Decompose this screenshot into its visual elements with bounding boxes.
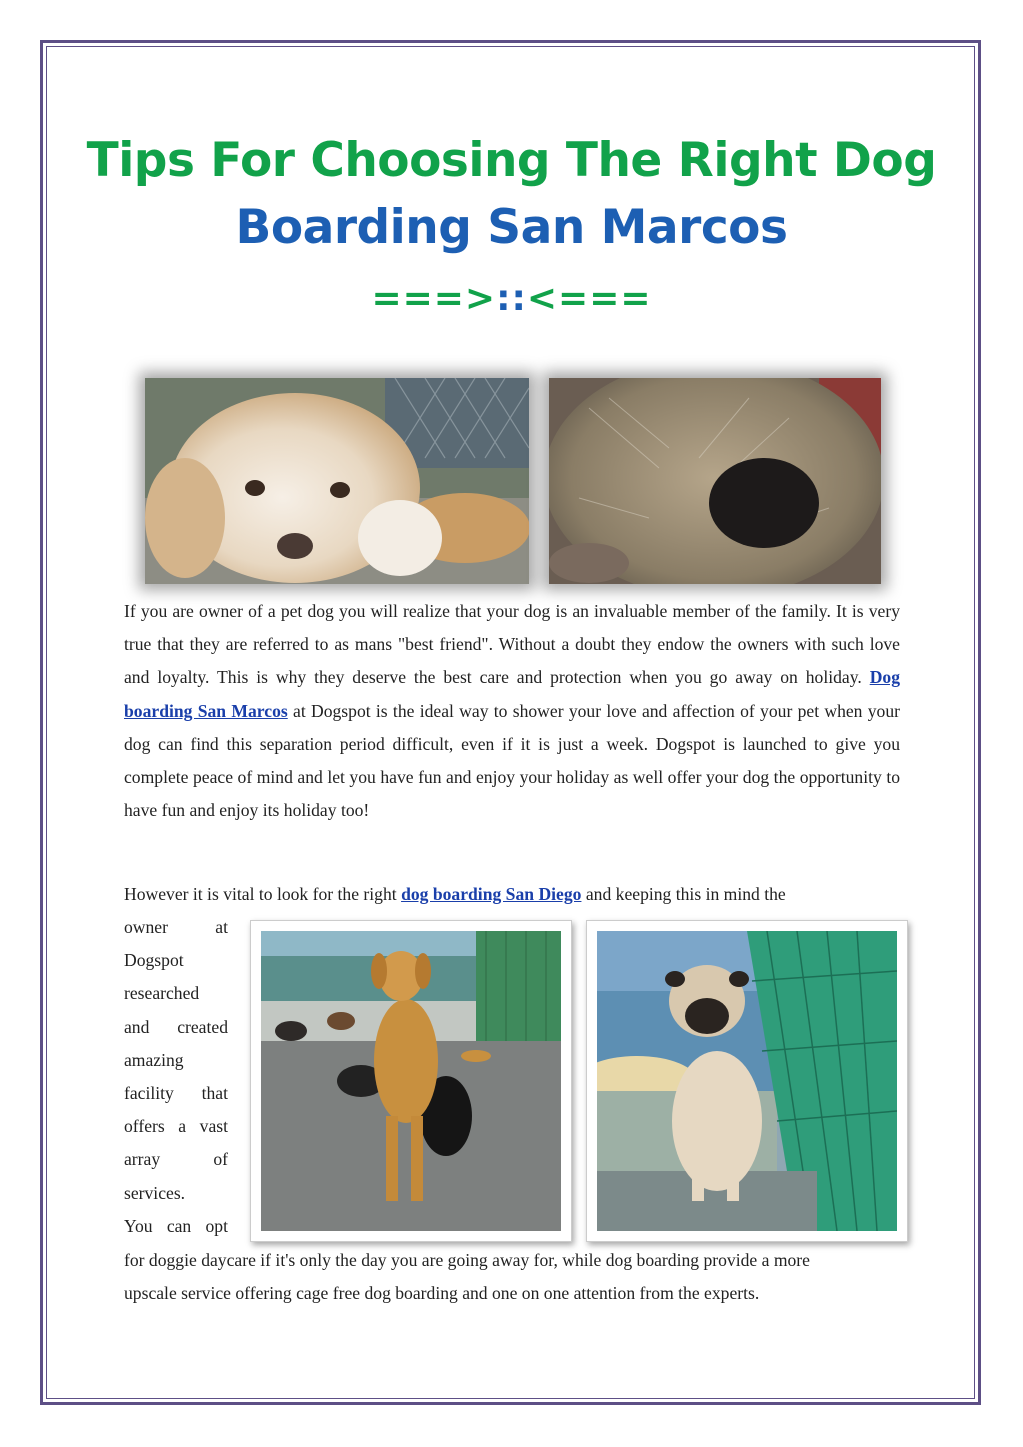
column-line: You can opt xyxy=(124,1215,228,1236)
intro-text-start: If you are owner of a pet dog you will realize that your dog is an invaluable member of the family. It is very true that they are referred to as mans "best friend". Without a doubt they endow the owners with such love and loyalty. This is why they deserve the best care and protection when you go away on holiday. xyxy=(124,601,900,688)
divider-right: <=== xyxy=(526,278,652,319)
shaggy-terrier-photo xyxy=(549,378,881,584)
column-line: array of xyxy=(124,1149,228,1170)
golden-retriever-playing-photo xyxy=(250,920,572,1242)
title-line-1: Tips For Choosing The Right Dog xyxy=(86,133,937,188)
column-line: Dogspot xyxy=(124,950,184,971)
dog-boarding-san-diego-link[interactable]: dog boarding San Diego xyxy=(401,884,582,904)
dog-boarding-san-marcos-link[interactable]: Dog boarding San Marcos xyxy=(124,667,900,721)
column-line: owner at xyxy=(124,917,228,937)
second-text-end: and keeping this in mind the xyxy=(581,884,786,904)
column-line: services. xyxy=(124,1182,186,1203)
wrapped-text-column xyxy=(124,911,228,1243)
title-line-2: Boarding San Marcos xyxy=(235,200,788,255)
column-line: facility that xyxy=(124,1083,228,1104)
decorative-divider xyxy=(0,278,1023,319)
divider-left: ===> xyxy=(371,278,497,319)
column-line: offers a vast xyxy=(124,1116,228,1137)
second-paragraph-line-tail-1: for doggie daycare if it's only the day you are going away for, while dog boarding provide a more xyxy=(124,1250,810,1270)
second-text-start: However it is vital to look for the right xyxy=(124,884,402,904)
pug-sitting-photo xyxy=(586,920,908,1242)
intro-text-end: at Dogspot is the ideal way to shower your love and affection of your pet when your dog can find this separation period difficult, even if it is just a week. Dogspot is launched to give you complete peace of mind and let you have fun and enjoy your holiday as well offer your dog the opportunity to have fun and enjoy its holiday too! xyxy=(124,700,901,821)
divider-middle: :: xyxy=(496,278,527,319)
intro-paragraph xyxy=(124,595,900,827)
column-line: researched xyxy=(124,983,200,1004)
second-paragraph-first-line xyxy=(124,878,900,911)
column-line: amazing xyxy=(124,1049,184,1070)
cocker-spaniel-photo xyxy=(145,378,529,584)
second-paragraph-line-tail-2: upscale service offering cage free dog boarding and one on one attention from the experts. xyxy=(124,1283,760,1303)
column-line: and created xyxy=(124,1016,228,1037)
